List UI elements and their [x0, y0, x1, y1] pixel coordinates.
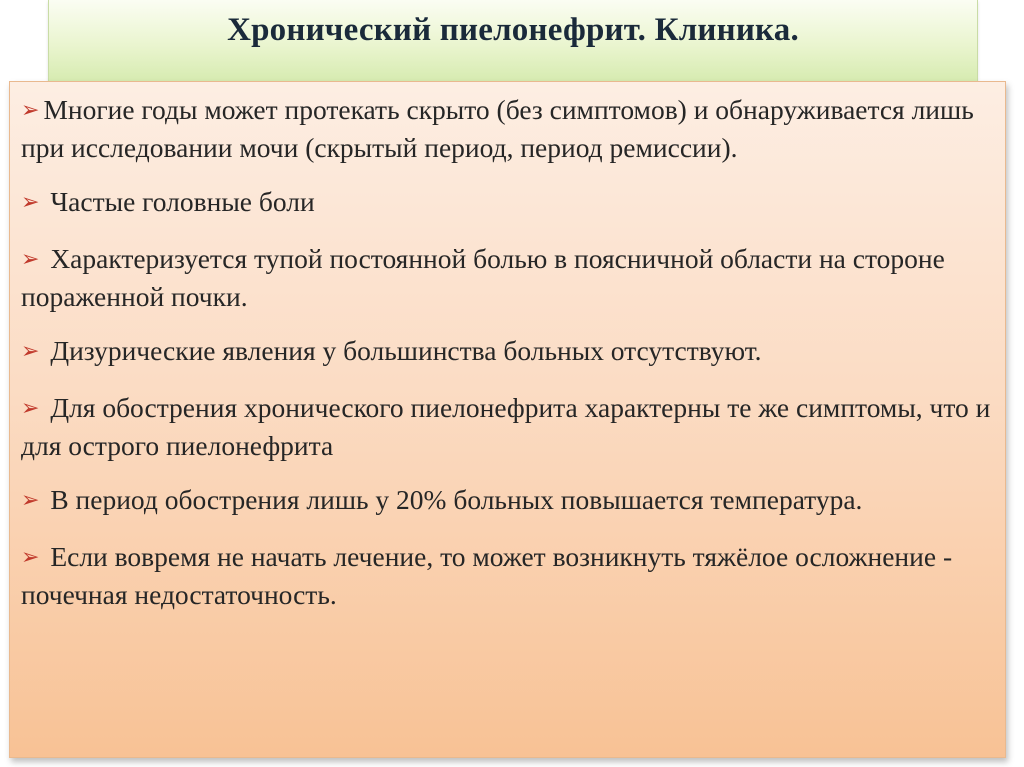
- bullet-item-3: [21, 241, 993, 314]
- bullet-text: В период обострения лишь у 20% больных повышается температура.: [50, 484, 863, 515]
- bullet-item-2: [21, 184, 993, 222]
- bullet-text: Многие годы может протекать скрыто (без симптомов) и обнаруживается лишь при исследовании мочи (скрытый период, период ремиссии).: [21, 94, 974, 163]
- arrow-bullet-icon: ➢: [21, 339, 40, 364]
- bullet-item-1: [21, 92, 993, 165]
- arrow-bullet-icon: ➢: [21, 247, 40, 272]
- bullet-text: Для обострения хронического пиелонефрита характерны те же симптомы, что и для острого пиелонефрита: [21, 392, 991, 461]
- bullet-text: Характеризуется тупой постоянной болью в поясничной области на стороне пораженной почки.: [21, 243, 945, 312]
- arrow-bullet-icon: ➢: [21, 396, 40, 421]
- arrow-bullet-icon: ➢: [21, 98, 40, 123]
- bullet-text: Частые головные боли: [50, 186, 315, 217]
- bullet-item-6: [21, 482, 993, 520]
- bullet-item-4: [21, 333, 993, 371]
- arrow-bullet-icon: ➢: [21, 488, 40, 513]
- slide-title: Хронический пиелонефрит. Клиника.: [227, 12, 799, 48]
- bullet-list: [21, 92, 993, 631]
- arrow-bullet-icon: ➢: [21, 190, 40, 215]
- arrow-bullet-icon: ➢: [21, 545, 40, 570]
- bullet-text: Дизурические явления у большинства больных отсутствуют.: [50, 335, 762, 366]
- bullet-text: Если вовремя не начать лечение, то может возникнуть тяжёлое осложнение - почечная недостаточность.: [21, 541, 953, 610]
- title-banner: [48, 0, 978, 82]
- bullet-item-7: [21, 539, 993, 612]
- bullet-item-5: [21, 390, 993, 463]
- content-panel: [9, 81, 1006, 758]
